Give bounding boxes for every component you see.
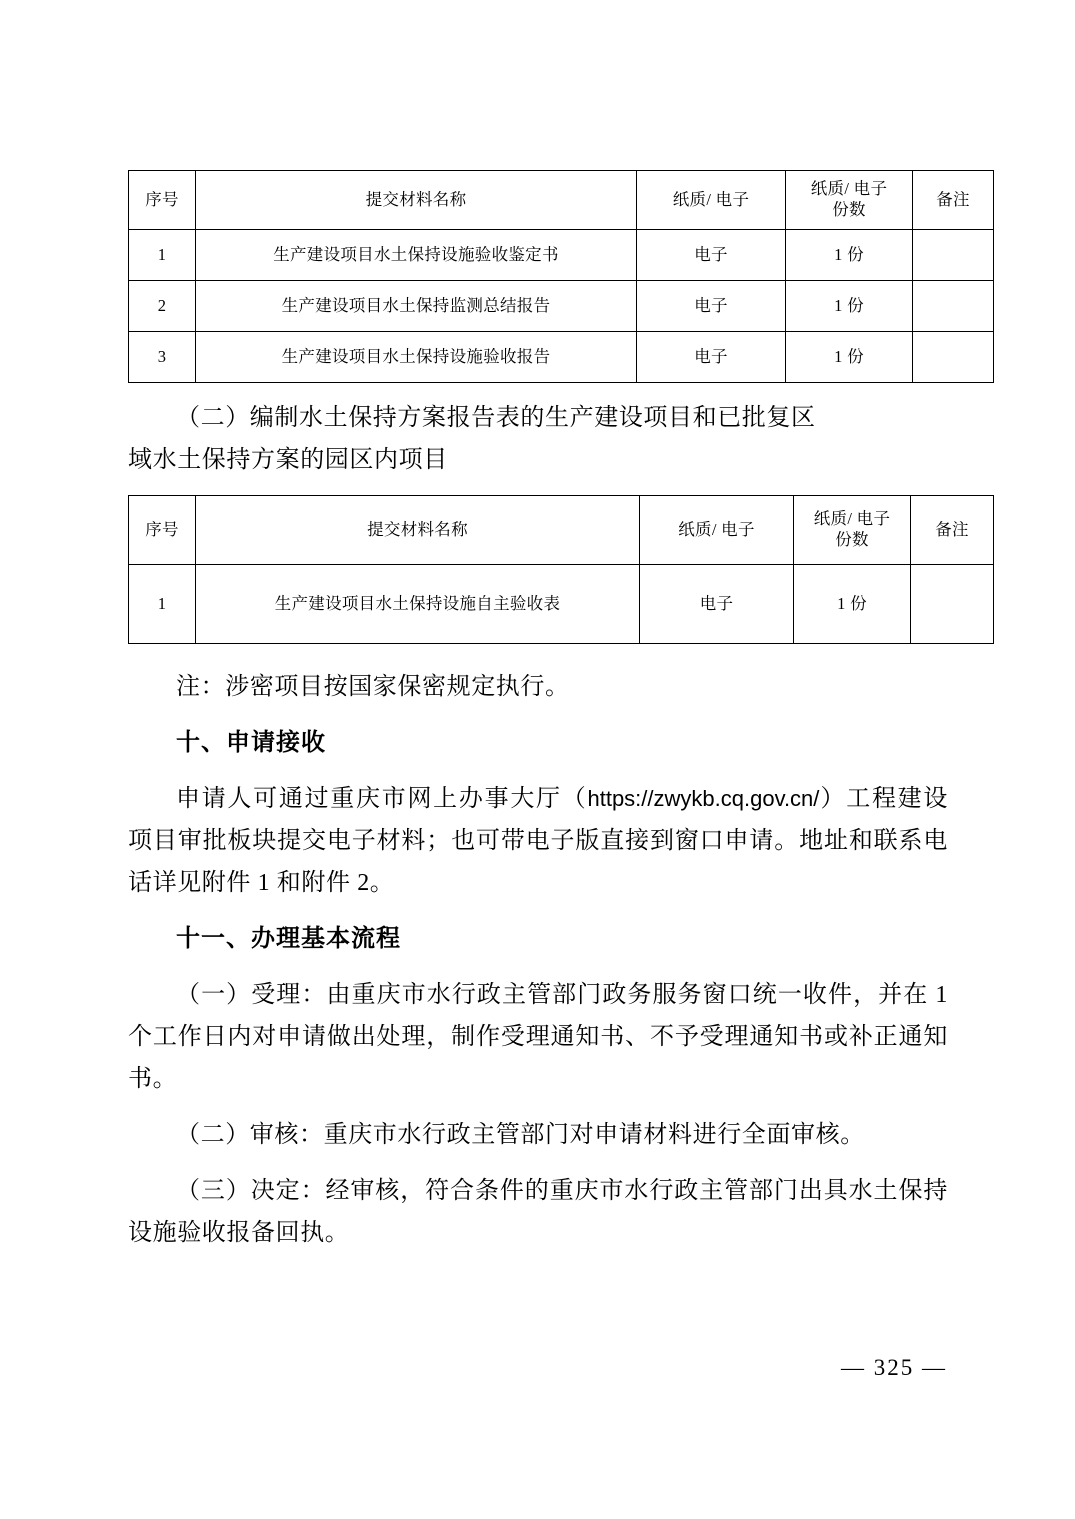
section-two-paragraph-cont [128,439,948,481]
process-item-acceptance: （一）受理：由重庆市水行政主管部门政务服务窗口统一收件，并在 1 个工作日内对申请做出处理，制作受理通知书、不予受理通知书或补正通知书。 [128,982,948,1092]
header-cell-count [794,496,911,565]
header-count-line1: 纸质/ 电子 [810,179,888,199]
cell-note [913,230,994,281]
header-count-line1: 纸质/ 电子 [813,509,891,529]
cell-name: 生产建设项目水土保持设施验收报告 [196,332,637,383]
header-cell-type: 纸质/ 电子 [640,496,794,565]
cell-note [911,565,994,644]
header-count-line2: 份数 [832,200,866,219]
cell-type: 电子 [637,332,786,383]
materials-table-1 [128,170,994,383]
header-cell-note: 备注 [913,171,994,230]
cell-count: 1 份 [786,230,913,281]
page-number: — 325 — [841,1355,947,1380]
cell-name: 生产建设项目水土保持设施自主验收表 [196,565,640,644]
section-ten-paragraph [128,778,948,904]
table-row [129,565,994,644]
materials-table-2 [128,495,994,644]
section-two-paragraph [128,397,948,439]
header-cell-count [786,171,913,230]
header-cell-name: 提交材料名称 [196,171,637,230]
cell-no: 3 [129,332,196,383]
table-header-row [129,171,994,230]
page-content [128,170,970,1254]
cell-count: 1 份 [786,281,913,332]
cell-type: 电子 [637,230,786,281]
process-item-decision: （三）决定：经审核，符合条件的重庆市水行政主管部门出具水土保持设施验收报备回执。 [128,1178,948,1246]
section-ten-text-before-url: 申请人可通过重庆市网上办事大厅（ [176,786,588,812]
confidentiality-note: 注：涉密项目按国家保密规定执行。 [176,674,570,700]
process-item-review: （二）审核：重庆市水行政主管部门对申请材料进行全面审核。 [176,1122,865,1148]
section-ten-text-after-url: ）工程建设项目审批板块提交电子材料；也可带电子版直接到窗口申请。地址和联系电话详见附件 1 和附件 2。 [128,786,948,896]
cell-name: 生产建设项目水土保持监测总结报告 [196,281,637,332]
header-cell-no: 序号 [129,171,196,230]
cell-note [913,281,994,332]
online-hall-url[interactable]: https://zwykb.cq.gov.cn/ [587,786,820,811]
header-cell-name: 提交材料名称 [196,496,640,565]
table-row [129,332,994,383]
cell-no: 1 [129,230,196,281]
header-count-line2: 份数 [835,530,869,549]
table-row [129,230,994,281]
section-two-line2: 域水土保持方案的园区内项目 [128,447,448,473]
header-cell-no: 序号 [129,496,196,565]
cell-count: 1 份 [786,332,913,383]
table-row [129,281,994,332]
table-header-row [129,496,994,565]
cell-note [913,332,994,383]
heading-section-ten: 十、申请接收 [176,729,326,756]
cell-no: 2 [129,281,196,332]
cell-no: 1 [129,565,196,644]
cell-type: 电子 [640,565,794,644]
cell-type: 电子 [637,281,786,332]
header-cell-type: 纸质/ 电子 [637,171,786,230]
cell-count: 1 份 [794,565,911,644]
header-cell-note: 备注 [911,496,994,565]
section-two-line1: （二）编制水土保持方案报告表的生产建设项目和已批复区 [176,405,816,431]
heading-section-eleven: 十一、办理基本流程 [176,925,401,952]
cell-name: 生产建设项目水土保持设施验收鉴定书 [196,230,637,281]
